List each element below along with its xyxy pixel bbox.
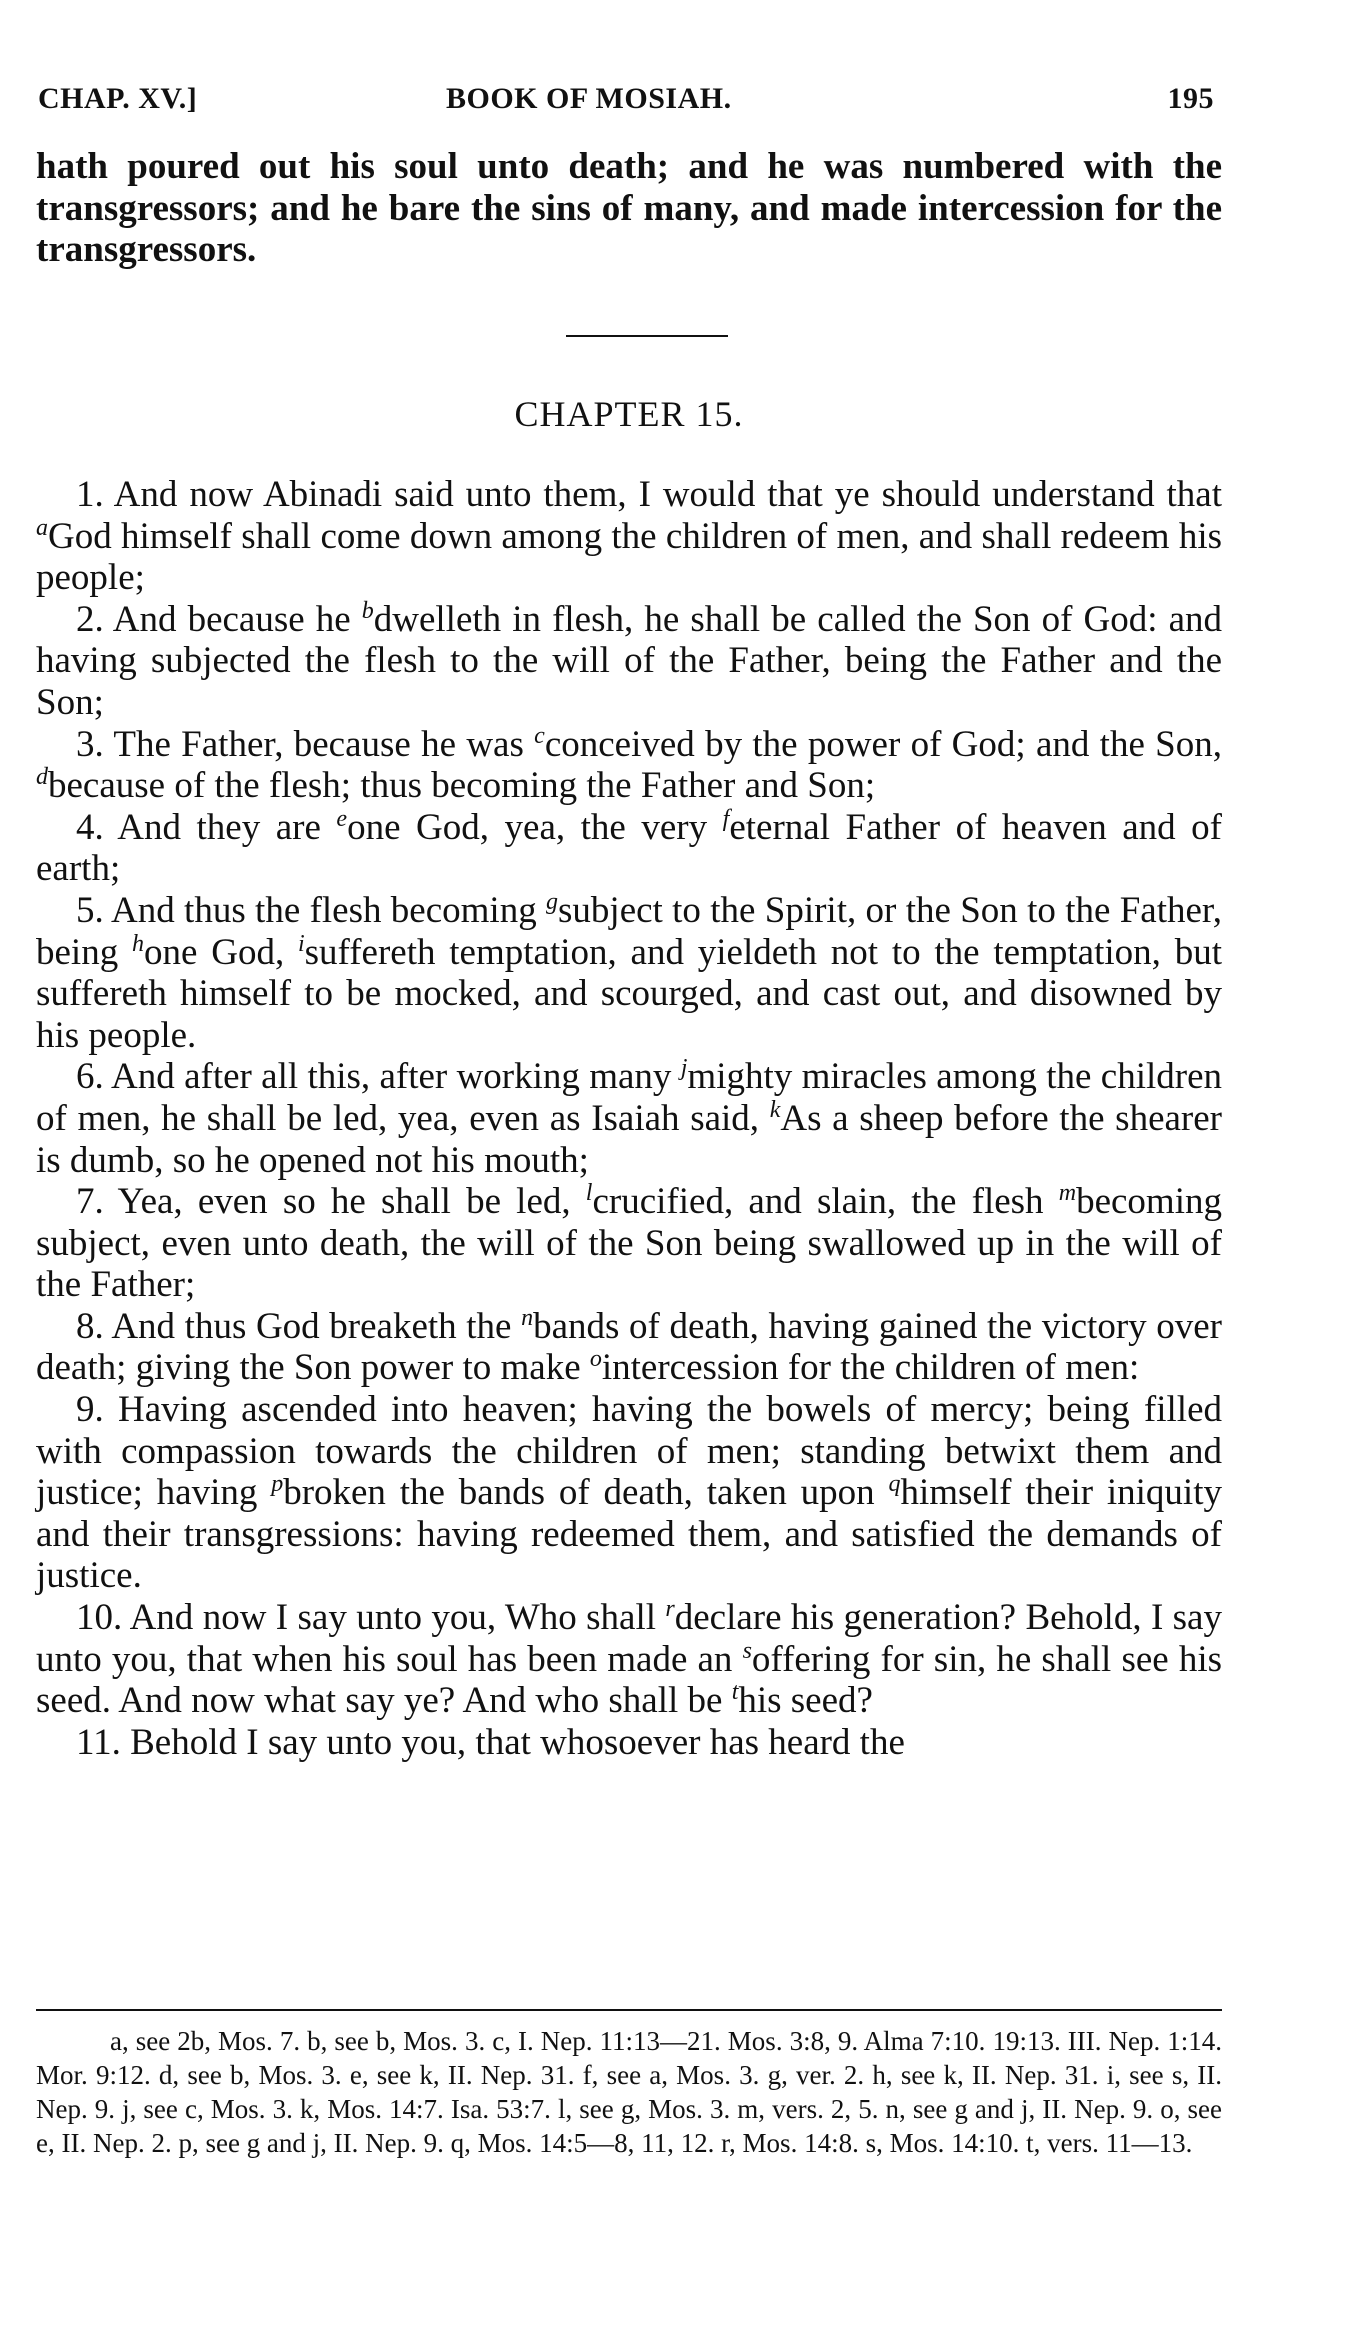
verse-text: 1. And now Abinadi said unto them, I would that ye should understand that — [76, 474, 1222, 515]
footnote-marker: n — [521, 1304, 534, 1331]
verse-8 — [36, 1306, 1222, 1389]
verse-text: crucified, and slain, the flesh — [592, 1181, 1059, 1223]
verse-6 — [36, 1056, 1222, 1181]
footnote-marker: l — [585, 1180, 593, 1207]
footnote-marker: t — [731, 1679, 739, 1706]
verse-text: intercession for the children of men: — [601, 1347, 1140, 1389]
verse-2 — [36, 599, 1222, 724]
verse-text: As a sheep before the shearer is dumb, so he opened not his mouth; — [36, 1097, 1222, 1181]
verse-text: subject to the Spirit, or the Son to the Father, being — [36, 889, 1223, 973]
book-page — [36, 0, 1222, 2326]
verse-text: one God, yea, the very — [347, 806, 723, 848]
verse-text: 7. Yea, even so he shall be led, — [76, 1181, 586, 1223]
footnote-marker: d — [36, 764, 48, 791]
verse-text: declare his generation? Behold, I say unto you, that when his soul has been made an — [36, 1597, 1222, 1680]
chapter-heading: CHAPTER 15. — [514, 394, 744, 434]
running-header — [36, 82, 1222, 122]
verse-text: his seed? — [738, 1680, 873, 1722]
footnote-marker: r — [665, 1596, 675, 1623]
verse-9 — [36, 1389, 1222, 1597]
verse-text: offering for sin, he shall see his seed. And now what say ye? And who shall be — [36, 1638, 1222, 1722]
header-chapter-reference: CHAP. XV.] — [38, 82, 198, 115]
verse-text: 6. And after all this, after working many — [76, 1056, 681, 1098]
footnote-marker: o — [589, 1346, 602, 1373]
footnotes-text: a, see 2b, Mos. 7. b, see b, Mos. 3. c, I. Nep. 11:13—21. Mos. 3:8, 9. Alma 7:10. 19:13. III. Nep. 1:14. Mor. 9:12. d, see b, Mos. 3. e, see k, II. Nep. 31. f, see a, Mos. 3. g, ver. 2. h, see k, II. Nep. 31. i, see s, II. Nep. 9. j, see c, Mos. 3. k, Mos. 14:7. Isa. 53:7. l, see g, Mos. 3. m, vers. 2, 5. n, see g and j, II. Nep. 9. o, see e, II. Nep. 2. p, see g and j, II. Nep. 9. q, Mos. 14:5—8, 11, 12. r, Mos. 14:8. s, Mos. 14:10. t, vers. 11—13. — [36, 2026, 1222, 2158]
footnote-marker: g — [546, 888, 559, 915]
footnote-marker: h — [132, 930, 144, 957]
verse-text: dwelleth in flesh, he shall be called the Son of God: and having subjected the flesh to the will of the Father, being the Father and the Son; — [36, 598, 1222, 723]
footnotes-block — [36, 2024, 1222, 2160]
footnote-marker: a — [36, 514, 48, 541]
verse-text: 4. And they are — [76, 806, 337, 848]
verse-text: 11. Behold I say unto you, that whosoever has heard the — [76, 1721, 905, 1763]
verse-10 — [36, 1597, 1222, 1722]
verse-text: 5. And thus the flesh becoming — [76, 889, 547, 931]
footnote-marker: c — [534, 722, 545, 749]
footnote-marker: f — [722, 805, 730, 832]
verse-3 — [36, 724, 1222, 807]
verse-5 — [36, 890, 1222, 1056]
verse-4 — [36, 807, 1222, 890]
footnote-marker: s — [742, 1637, 752, 1664]
verse-text: 3. The Father, because he was — [76, 723, 535, 765]
verse-text: suffereth temptation, and yieldeth not to the temptation, but suffereth himself to be mocked, and scourged, and cast out, and disowned by his people. — [36, 931, 1222, 1056]
footnote-marker: p — [271, 1471, 284, 1498]
verse-text: bands of death, having gained the victory over death; giving the Son power to make — [36, 1305, 1222, 1389]
carryover-text: hath poured out his soul unto death; and he was numbered with the transgressors; and he bare the sins of many, and made intercession for the transgressors. — [36, 146, 1222, 271]
verse-text: himself their iniquity and their transgressions: having redeemed them, and satisfied the demands of justice. — [36, 1472, 1222, 1597]
header-book-title: BOOK OF MOSIAH. — [446, 82, 732, 115]
verse-text: broken the bands of death, taken upon — [283, 1472, 889, 1514]
verse-text: God himself shall come down among the children of men, and shall redeem his people; — [36, 515, 1222, 599]
verse-text: 2. And because he — [76, 598, 362, 640]
verse-list — [36, 474, 1222, 1763]
footnote-marker: k — [769, 1096, 781, 1123]
footnote-marker: e — [336, 805, 348, 832]
verse-11 — [36, 1722, 1222, 1764]
footnote-marker: i — [297, 930, 305, 957]
footnote-divider-rule — [36, 2009, 1222, 2011]
verse-text: one God, — [144, 931, 298, 973]
carryover-paragraph — [36, 146, 1222, 271]
verse-text: eternal Father of heaven and of earth; — [36, 806, 1222, 890]
footnote-marker: j — [680, 1055, 688, 1082]
verse-text: 8. And thus God breaketh the — [76, 1305, 522, 1347]
footnote-marker: q — [888, 1471, 901, 1498]
verse-text: becoming subject, even unto death, the will of the Son being swallowed up in the will of the Father; — [36, 1181, 1222, 1306]
verse-text: 9. Having ascended into heaven; having the bowels of mercy; being filled with compassion towards the children of men; standing betwixt them and justice; having — [36, 1389, 1222, 1514]
verse-1 — [36, 474, 1222, 599]
verse-text: because of the flesh; thus becoming the Father and Son; — [48, 765, 876, 807]
page-number: 195 — [1167, 82, 1214, 115]
chapter-divider-rule — [566, 335, 728, 337]
footnote-marker: b — [361, 597, 374, 624]
footnote-marker: m — [1058, 1180, 1077, 1207]
verse-text: 10. And now I say unto you, Who shall — [76, 1597, 666, 1639]
verse-7 — [36, 1181, 1222, 1306]
verse-text: mighty miracles among the children of men, he shall be led, yea, even as Isaiah said, — [36, 1056, 1222, 1139]
verse-text: conceived by the power of God; and the Son, — [544, 723, 1222, 765]
